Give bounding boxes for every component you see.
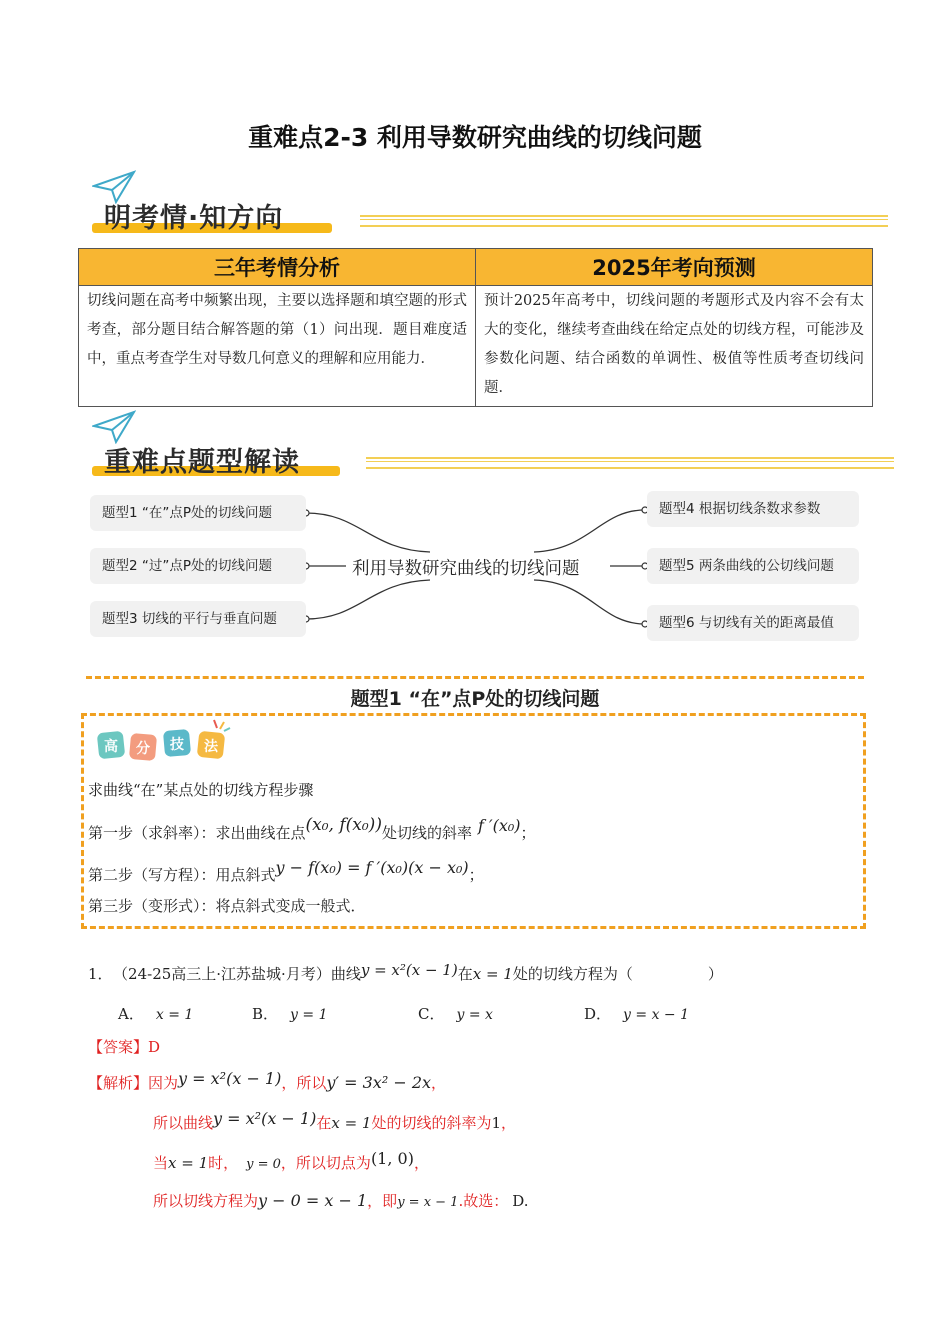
analysis-text: ，: [413, 1154, 429, 1172]
analysis-equation: y − 0 = x − 1: [258, 1191, 368, 1210]
analysis-formula: y = x²(x − 1): [213, 1109, 317, 1128]
mindmap-item-type5: 题型5 两条曲线的公切线问题: [647, 548, 859, 584]
analysis-tag: 【解析】: [88, 1074, 149, 1092]
method-intro: 求曲线“在”某点处的切线方程步骤: [88, 781, 314, 799]
q1-num: 1．: [88, 965, 113, 983]
analysis-result: y = x − 1: [397, 1195, 459, 1210]
mindmap-center: 利用导数研究曲线的切线问题: [352, 559, 580, 579]
q1-end: 处的切线方程为（ ）: [512, 965, 723, 983]
method-step1: [88, 815, 536, 843]
banner1-label: 明考情·知方向: [104, 203, 284, 234]
section-divider: [86, 676, 864, 679]
banner2-stripes: [366, 457, 894, 469]
analysis-text: ，即: [367, 1192, 398, 1210]
analysis-text: 所以曲线: [153, 1114, 214, 1132]
analysis-text: 所以切线方程为: [153, 1192, 259, 1210]
step2-text: 第二步（写方程）：用点斜式: [88, 866, 276, 884]
section1-heading: 题型1 “在”点P处的切线问题: [350, 688, 600, 710]
option-c: [418, 1003, 493, 1024]
method-step3: 第三步（变形式）：将点斜式变成一般式．: [88, 897, 366, 915]
analysis-choice: D: [512, 1192, 524, 1210]
q1-source: （24-25高三上·江苏盐城·月考）曲线: [120, 965, 361, 983]
col2-text: 预计2025年高考中，切线问题的考题形式及内容不会有太大的变化，继续考查曲线在给定点处的切线方程，可能涉及参数化问题、结合函数的单调性、极值等性质考查切线问题．: [476, 286, 873, 407]
analysis-slope: 1: [491, 1114, 502, 1132]
analysis-text: 处的切线的斜率为: [371, 1114, 492, 1132]
banner1-stripes: [360, 215, 888, 227]
analysis-x: x = 1: [331, 1114, 372, 1132]
analysis-x: x = 1: [168, 1154, 209, 1172]
step1-end: ；: [520, 824, 536, 842]
col1-header: 三年考情分析: [79, 249, 476, 286]
badge-char-1: 高: [104, 739, 118, 755]
mindmap-item-type4: 题型4 根据切线条数求参数: [647, 491, 859, 527]
analysis-point: (1, 0): [370, 1149, 414, 1168]
option-d: [584, 1003, 689, 1024]
analysis-line4: [153, 1190, 529, 1211]
option-d-value: y = x − 1: [623, 1007, 690, 1023]
analysis-text: ，所以: [281, 1074, 327, 1092]
analysis-y: y = 0: [246, 1157, 281, 1172]
analysis-line2: [153, 1109, 517, 1133]
analysis-text: 因为: [148, 1074, 179, 1092]
analysis-text: ，: [501, 1114, 517, 1132]
analysis-text: .: [523, 1192, 529, 1210]
badge-char-2: 分: [136, 741, 150, 757]
exam-analysis-table: [78, 248, 873, 407]
option-b: [252, 1003, 327, 1024]
analysis-derivative: y′ = 3x² − 2x: [326, 1073, 432, 1092]
analysis-text: ，: [431, 1074, 447, 1092]
paper-plane-icon: [92, 410, 136, 444]
step1-point: (x₀, f(x₀)): [305, 815, 382, 835]
q1-at: x = 1: [472, 965, 513, 983]
analysis-line1: [88, 1069, 447, 1093]
option-a-label: A．: [118, 1005, 144, 1023]
option-a-value: x = 1: [155, 1007, 194, 1023]
mindmap-item-type1: 题型1 “在”点P处的切线问题: [90, 495, 306, 531]
col1-text: 切线问题在高考中频繁出现，主要以选择题和填空题的形式考查，部分题目结合解答题的第（1）问出现．题目难度适中，重点考查学生对导数几何意义的理解和应用能力．: [79, 286, 476, 407]
option-b-label: B．: [252, 1005, 279, 1023]
answer-line: [88, 1036, 160, 1057]
option-a: [118, 1003, 193, 1024]
col2-header: 2025年考向预测: [476, 249, 873, 286]
mindmap-item-type3: 题型3 切线的平行与垂直问题: [90, 601, 306, 637]
option-b-value: y = 1: [290, 1007, 328, 1023]
analysis-text: .故选：: [458, 1192, 509, 1210]
mindmap-item-type6: 题型6 与切线有关的距离最值: [647, 605, 859, 641]
option-d-label: D．: [584, 1005, 612, 1023]
answer-value: D: [148, 1038, 161, 1056]
banner2-label: 重难点题型解读: [104, 447, 300, 478]
q1-mid: 在: [457, 965, 473, 983]
analysis-text: ，所以切点为: [280, 1154, 371, 1172]
option-c-label: C．: [418, 1005, 445, 1023]
method-step2: [88, 858, 484, 885]
analysis-text: 当: [153, 1154, 169, 1172]
badge-char-4: 法: [204, 739, 218, 755]
answer-tag: 【答案】: [88, 1038, 149, 1056]
analysis-formula: y = x²(x − 1): [178, 1069, 282, 1088]
question1-stem: [88, 963, 723, 984]
analysis-text: 时，: [208, 1154, 239, 1172]
option-c-value: y = x: [456, 1007, 493, 1023]
q1-curve: y = x²(x − 1): [360, 961, 458, 979]
step2-end: ；: [468, 866, 484, 884]
step1-text-b: 处切线的斜率: [381, 824, 472, 842]
page-title: 重难点2-3 利用导数研究曲线的切线问题: [248, 123, 702, 152]
analysis-text: 在: [316, 1114, 332, 1132]
step1-text: 第一步（求斜率）：求出曲线在点: [88, 824, 306, 842]
badge-char-3: 技: [170, 737, 184, 753]
step1-slope: f ′(x₀): [477, 816, 521, 835]
mindmap-item-type2: 题型2 “过”点P处的切线问题: [90, 548, 306, 584]
analysis-line3: [153, 1149, 429, 1173]
step2-formula: y − f(x₀) = f ′(x₀)(x − x₀): [275, 858, 469, 877]
